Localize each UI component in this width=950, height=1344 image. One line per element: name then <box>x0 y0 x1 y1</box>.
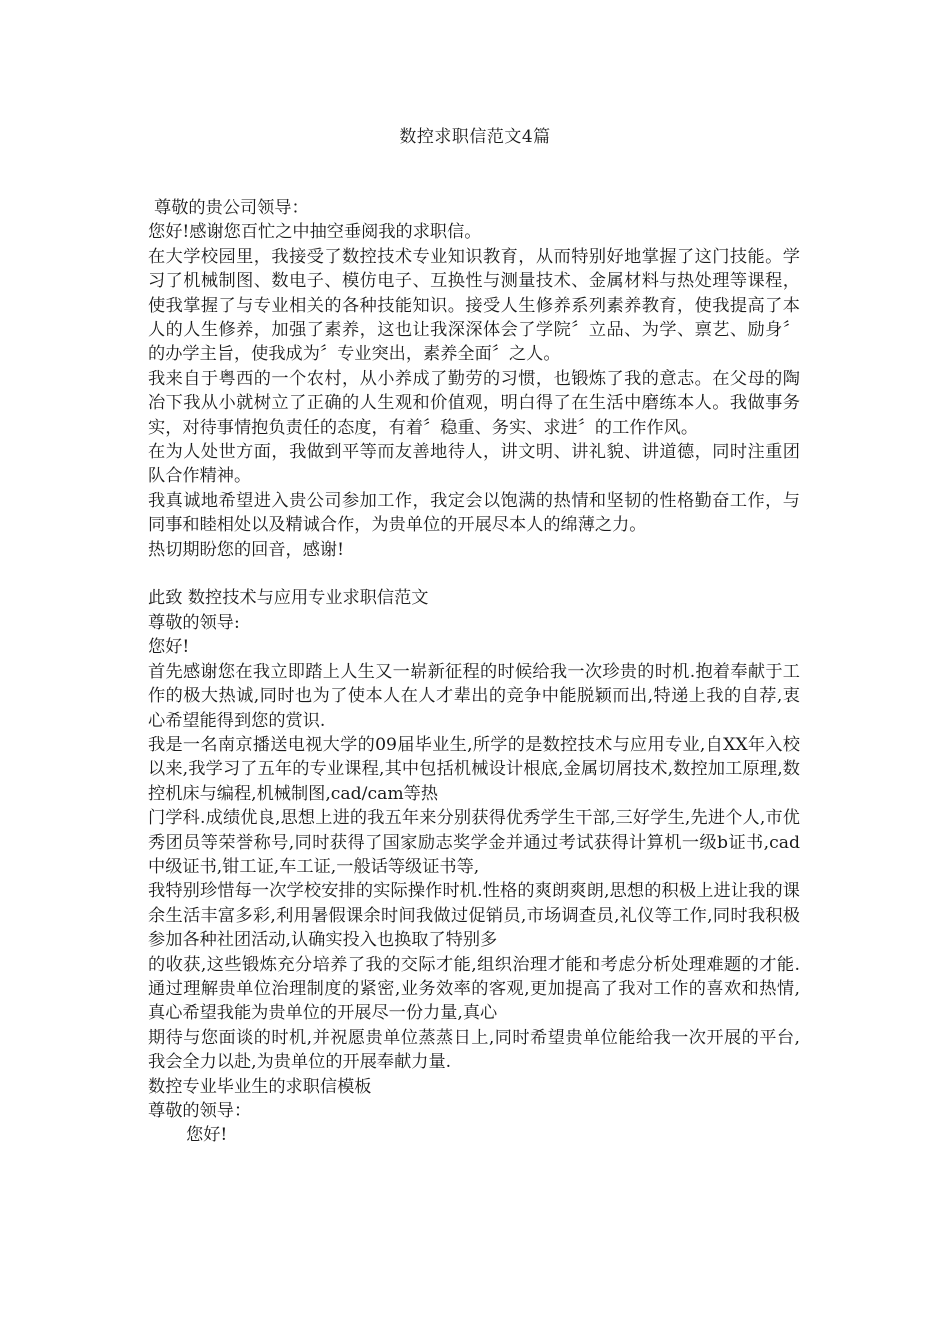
paragraph-hope: 期待与您面谈的时机,并祝愿贵单位蒸蒸日上,同时希望贵单位能给我一次开展的平台,我会全力以赴,为贵单位的开展奉献力量. <box>148 1027 800 1073</box>
paragraph-practice: 我特别珍惜每一次学校安排的实际操作时机.性格的爽朗爽朗,思想的积极上进让我的课余生活丰富多彩,利用暑假课余时间我做过促销员,市场调查员,礼仪等工作,同时我积极参加各种社团活动,认确实投入也换取了特别多 <box>148 881 800 951</box>
paragraph-thanks: 首先感谢您在我立即踏上人生又一崭新征程的时候给我一次珍贵的时机.抱着奉献于工作的极大热诚,同时也为了使本人在人才辈出的竞争中能脱颖而出,特递上我的自荐,衷心希望能得到您的赏识. <box>148 661 800 731</box>
salutation-2: 尊敬的领导: <box>148 612 240 633</box>
blank-line <box>148 562 800 586</box>
section-heading-3: 数控专业毕业生的求职信模板 <box>148 1076 372 1097</box>
document-body <box>148 196 800 1148</box>
paragraph-honors: 门学科.成绩优良,思想上进的我五年来分别获得优秀学生干部,三好学生,先进个人,市优秀团员等荣誉称号,同时获得了国家励志奖学金并通过考试获得计算机一级b证书,cad中级证书,钳工证,车工证,一般话等级证书等, <box>148 808 800 877</box>
paragraph-closing: 热切期盼您的回音，感谢! <box>148 539 344 560</box>
paragraph-education: 在大学校园里，我接受了数控技术专业知识教育，从而特别好地掌握了这门技能。学习了机械制图、数电子、模仿电子、互换性与测量技术、金属材料与热处理等课程，使我掌握了与专业相关的各种技能知识。接受人生修养系列素养教育，使我提高了本人的人生修养，加强了素养，这也让我深深体会了学院〞立品、为学、禀艺、励身〞的办学主旨，使我成为〞专业突出，素养全面〞之人。 <box>148 246 800 365</box>
document-title: 数控求职信范文4篇 <box>399 127 551 147</box>
paragraph-background: 我来自于粤西的一个农村，从小养成了勤劳的习惯，也锻炼了我的意志。在父母的陶冶下我从小就树立了正确的人生观和价值观，明白得了在生活中磨练本人。我做事务实，对待事情抱负责任的态度，有着〞稳重、务实、求进〞的工作作风。 <box>148 368 800 438</box>
greeting: 您好!感谢您百忙之中抽空垂阅我的求职信。 <box>148 222 482 243</box>
salutation: 尊敬的贵公司领导： <box>154 198 309 218</box>
greeting-2: 您好! <box>148 637 190 658</box>
salutation-3: 尊敬的领导： <box>148 1101 252 1122</box>
paragraph-wish: 我真诚地希望进入贵公司参加工作，我定会以饱满的热情和坚韧的性格勤奋工作，与同事和睦相处以及精诚合作，为贵单位的开展尽本人的绵薄之力。 <box>148 490 800 536</box>
section-heading-2: 此致 数控技术与应用专业求职信范文 <box>148 588 429 609</box>
paragraph-conduct: 在为人处世方面，我做到平等而友善地待人，讲文明、讲礼貌、讲道德，同时注重团队合作精神。 <box>148 442 800 487</box>
paragraph-studies: 我是一名南京播送电视大学的09届毕业生,所学的是数控技术与应用专业,自XX年入校以来,我学习了五年的专业课程,其中包括机械设计根底,金属切屑技术,数控加工原理,数控机床与编程,机械制图,cad/cam等热 <box>148 734 800 804</box>
paragraph-abilities: 的收获,这些锻炼充分培养了我的交际才能,组织治理才能和考虑分析处理难题的才能.通过理解贵单位治理制度的紧密,业务效率的客观,更加提高了我对工作的喜欢和热情,真心希望我能为贵单位的开展尽一份力量,真心 <box>148 954 800 1024</box>
greeting-3: 您好! <box>186 1125 228 1146</box>
